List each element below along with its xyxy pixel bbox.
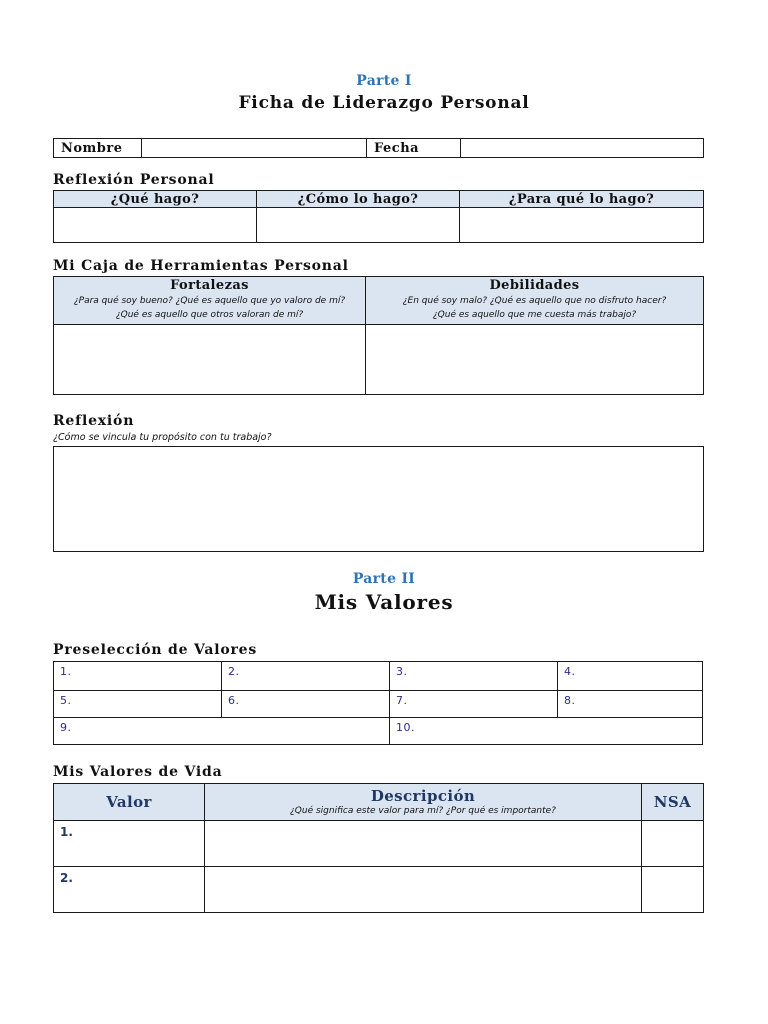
strengths-cell[interactable] [54,325,366,395]
value-slot-4[interactable]: 4. [558,662,703,691]
life-values-heading: Mis Valores de Vida [53,764,223,780]
name-date-table [53,138,704,158]
date-label: Fecha [367,139,461,158]
page-title: Ficha de Liderazgo Personal [238,93,530,113]
life-values-table [53,783,704,913]
value-slot-5[interactable]: 5. [54,691,222,718]
value-slot-3[interactable]: 3. [390,662,558,691]
weaknesses-cell[interactable] [366,325,704,395]
reflexion-box[interactable] [53,446,704,552]
weaknesses-question-2: ¿Qué es aquello que me cuesta más trabajo? [432,310,637,320]
life-value-nsa-1[interactable] [642,821,704,867]
column-value: Valor [54,784,205,821]
column-what: ¿Qué hago? [54,191,257,208]
preselection-table [53,661,703,745]
reflexion-personal-table [53,190,704,243]
toolbox-heading: Mi Caja de Herramientas Personal [53,258,349,274]
part-label-2: Parte II [352,571,416,587]
date-field[interactable] [461,139,704,158]
description-question: ¿Qué significa este valor para mí? ¿Por qué es importante? [290,805,556,816]
column-nsa: NSA [642,784,704,821]
value-slot-7[interactable]: 7. [390,691,558,718]
column-why: ¿Para qué lo hago? [460,191,704,208]
weaknesses-question-1: ¿En qué soy malo? ¿Qué es aquello que no disfruto hacer? [402,296,667,306]
strengths-title: Fortalezas [170,278,249,293]
part-label: Parte I [356,73,412,89]
weaknesses-header [366,277,704,325]
column-how: ¿Cómo lo hago? [257,191,460,208]
name-field[interactable] [142,139,367,158]
value-slot-10[interactable]: 10. [390,718,703,745]
how-cell[interactable] [257,208,460,243]
values-title: Mis Valores [314,590,454,614]
weaknesses-title: Debilidades [489,278,580,293]
value-slot-6[interactable]: 6. [222,691,390,718]
what-cell[interactable] [54,208,257,243]
preselection-heading: Preselección de Valores [53,642,258,658]
life-value-row-1[interactable]: 1. [54,821,205,867]
description-title: Descripción [370,786,476,805]
value-slot-1[interactable]: 1. [54,662,222,691]
why-cell[interactable] [460,208,704,243]
reflexion-personal-heading: Reflexión Personal [53,172,215,188]
value-slot-8[interactable]: 8. [558,691,703,718]
life-value-description-2[interactable] [205,867,642,913]
reflexion-question: ¿Cómo se vincula tu propósito con tu trabajo? [53,432,272,443]
reflexion-heading: Reflexión [53,413,135,429]
life-value-row-2[interactable]: 2. [54,867,205,913]
life-value-nsa-2[interactable] [642,867,704,913]
name-label: Nombre [54,139,142,158]
value-slot-9[interactable]: 9. [54,718,390,745]
strengths-header [54,277,366,325]
life-value-description-1[interactable] [205,821,642,867]
strengths-question-2: ¿Qué es aquello que otros valoran de mí? [115,310,304,320]
strengths-question-1: ¿Para qué soy bueno? ¿Qué es aquello que yo valoro de mí? [73,296,346,306]
value-slot-2[interactable]: 2. [222,662,390,691]
column-description [205,784,642,821]
toolbox-table [53,276,704,395]
